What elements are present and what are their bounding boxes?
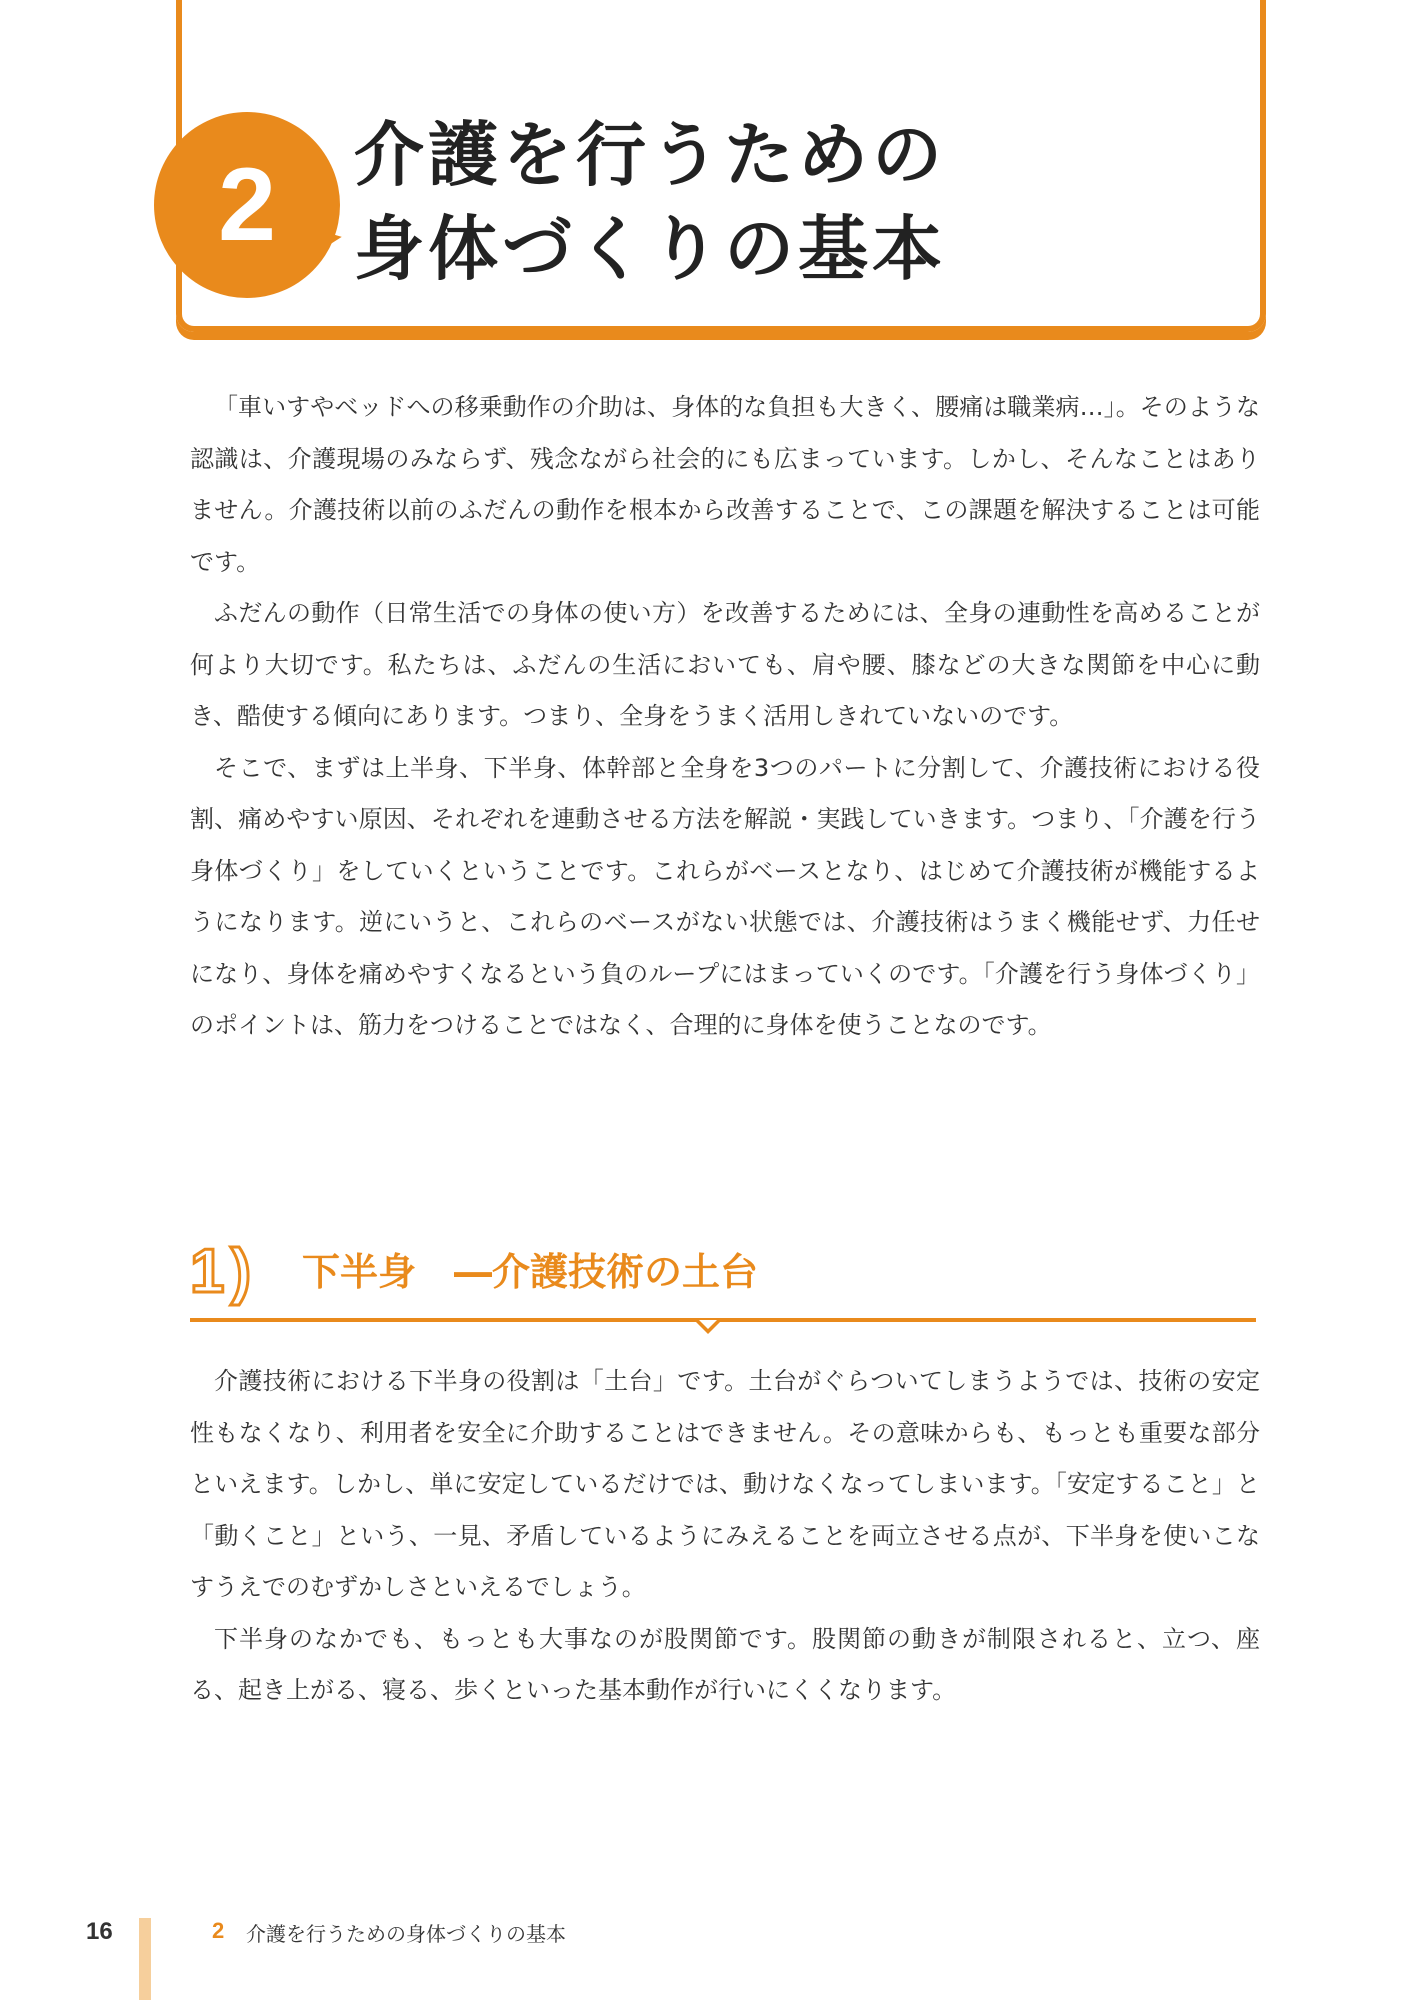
section-title: 下半身 ―介護技術の土台 bbox=[302, 1250, 759, 1294]
chapter-title-line1: 介護を行うための bbox=[354, 114, 946, 196]
chapter-title-line2: 身体づくりの基本 bbox=[354, 208, 946, 290]
chapter-title bbox=[354, 108, 1234, 296]
section-paragraph: 介護技術における下半身の役割は「土台」です。土台がぐらついてしまうようでは、技術の安定性もなくなり、利用者を安全に介助することはできません。その意味からも、もっとも重要な部分といえます。しかし、単に安定しているだけでは、動けなくなってしまいます。「安定すること」と「動くこと」という、一見、矛盾しているようにみえることを両立させる点が、下半身を使いこなすうえでのむずかしさといえるでしょう。 bbox=[190, 1367, 1260, 1601]
intro-text bbox=[190, 382, 1260, 1052]
section-number: 1) bbox=[190, 1237, 258, 1306]
section-paragraph: 下半身のなかでも、もっとも大事なのが股関節です。股関節の動きが制限されると、立つ、座る、起き上がる、寝る、歩くといった基本動作が行いにくくなります。 bbox=[190, 1624, 1260, 1704]
section-heading bbox=[190, 1236, 1260, 1326]
footer-chapter-number: 2 bbox=[212, 1918, 225, 1943]
section-rule bbox=[190, 1318, 1256, 1322]
intro-paragraph: そこで、まずは上半身、下半身、体幹部と全身を3つのパートに分割して、介護技術における役割、痛めやすい原因、それぞれを連動させる方法を解説・実践していきます。つまり、「介護を行う身体づくり」をしていくということです。これらがベースとなり、はじめて介護技術が機能するようになります。逆にいうと、これらのベースがない状態では、介護技術はうまく機能せず、力任せになり、身体を痛めやすくなるという負のループにはまっていくのです。「介護を行う身体づくり」のポイントは、筋力をつけることではなく、合理的に身体を使うことなのです。 bbox=[190, 753, 1260, 1039]
page-number: 16 bbox=[86, 1918, 113, 1945]
intro-paragraph: ふだんの動作（日常生活での身体の使い方）を改善するためには、全身の連動性を高めることが何より大切です。私たちは、ふだんの生活においても、肩や腰、膝などの大きな関節を中心に動き、酷使する傾向にあります。つまり、全身をうまく活用しきれていないのです。 bbox=[190, 599, 1260, 730]
footer-chapter-title: 介護を行うための身体づくりの基本 bbox=[246, 1922, 566, 1946]
chapter-number-badge: 2 bbox=[154, 112, 340, 298]
section-rule-notch-inner bbox=[699, 1320, 717, 1329]
intro-paragraph: 「車いすやベッドへの移乗動作の介助は、身体的な負担も大きく、腰痛は職業病…」。そのような認識は、介護現場のみならず、残念ながら社会的にも広まっています。しかし、そんなことはありません。介護技術以前のふだんの動作を根本から改善することで、この課題を解決することは可能です。 bbox=[190, 393, 1260, 576]
section-body-text bbox=[190, 1356, 1260, 1717]
footer-bar bbox=[139, 1918, 151, 2000]
